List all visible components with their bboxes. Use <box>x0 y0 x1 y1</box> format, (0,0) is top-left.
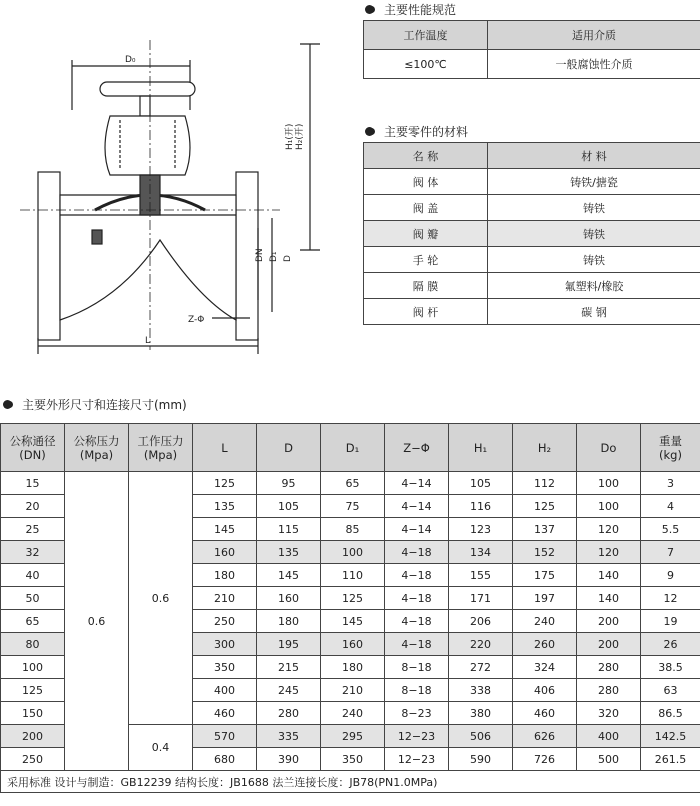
header-weight: 重量 (kg) <box>641 424 700 472</box>
dimensions-header-row <box>1 424 700 472</box>
table-row: 150 460 280 240 8−23 380 460 320 86.5 <box>1 702 700 725</box>
table-row: 阀 体 铸铁/搪瓷 <box>364 169 700 195</box>
materials-header-material: 材 料 <box>488 143 700 169</box>
table-row: 40 180 145 110 4−18 155 175 140 9 <box>1 564 700 587</box>
table-row: 20 135 105 75 4−14 116 125 100 4 <box>1 495 700 518</box>
header-dn: 公称通径 (DN) <box>1 424 65 472</box>
header-d1: D₁ <box>321 424 385 472</box>
spec-medium-value: 一般腐蚀性介质 <box>488 50 700 79</box>
wp-cell-2: 0.4 <box>129 725 193 771</box>
label-zphi: Z-Φ <box>188 315 205 325</box>
table-row: 隔 膜 氟塑料/橡胶 <box>364 273 700 299</box>
spec-temp-value: ≤100℃ <box>364 50 488 79</box>
table-row: 65 250 180 145 4−18 206 240 200 19 <box>1 610 700 633</box>
table-row: 50 210 160 125 4−18 171 197 140 12 <box>1 587 700 610</box>
standards-note: 采用标准 设计与制造：GB12239 结构长度：JB1688 法兰连接长度：JB78(PN1.0MPa) <box>1 771 700 793</box>
materials-title: 主要零件的材料 <box>365 123 468 140</box>
table-row: 阀 杆 碳 钢 <box>364 299 700 325</box>
materials-header-name: 名 称 <box>364 143 488 169</box>
table-row: 阀 瓣 铸铁 <box>364 221 700 247</box>
valve-drawing <box>0 0 360 370</box>
dimensions-table <box>0 423 700 793</box>
bullet-icon <box>365 127 374 136</box>
header-h2: H₂ <box>513 424 577 472</box>
table-row: 100 350 215 180 8−18 272 324 280 38.5 <box>1 656 700 679</box>
table-row: 15 0.6 0.6 125 95 65 4−14 105 112 100 3 <box>1 472 700 495</box>
label-h1: H₁(开) <box>285 123 295 150</box>
label-d: D <box>283 255 293 262</box>
label-l: L <box>145 336 151 346</box>
table-row: 200 0.4 570 335 295 12−23 506 626 400 142.5 <box>1 725 700 748</box>
wp-cell-1: 0.6 <box>129 472 193 725</box>
pn-cell: 0.6 <box>65 472 129 771</box>
materials-table <box>363 142 700 325</box>
table-row: 阀 盖 铸铁 <box>364 195 700 221</box>
label-d0: D₀ <box>125 55 136 65</box>
spec-table <box>363 20 700 79</box>
bullet-icon <box>365 5 374 14</box>
spec-title: 主要性能规范 <box>365 1 456 18</box>
table-row: 250 680 390 350 12−23 590 726 500 261.5 <box>1 748 700 771</box>
table-row: 25 145 115 85 4−14 123 137 120 5.5 <box>1 518 700 541</box>
header-wp: 工作压力 (Mpa) <box>129 424 193 472</box>
dimensions-title: 主要外形尺寸和连接尺寸(mm) <box>3 396 187 413</box>
bullet-icon <box>3 400 12 409</box>
header-do: Do <box>577 424 641 472</box>
table-row: 手 轮 铸铁 <box>364 247 700 273</box>
table-row: 125 400 245 210 8−18 338 406 280 63 <box>1 679 700 702</box>
header-d: D <box>257 424 321 472</box>
table-row: 80 300 195 160 4−18 220 260 200 26 <box>1 633 700 656</box>
standards-note-row <box>1 771 700 793</box>
header-l: L <box>193 424 257 472</box>
label-d1: D₁ <box>269 251 279 262</box>
label-h2: H₂(开) <box>295 123 305 150</box>
label-dn: DN <box>255 248 265 262</box>
spec-header-temp: 工作温度 <box>364 21 488 50</box>
header-pn: 公称压力 (Mpa) <box>65 424 129 472</box>
spec-header-medium: 适用介质 <box>488 21 700 50</box>
table-row: 32 160 135 100 4−18 134 152 120 7 <box>1 541 700 564</box>
header-zphi: Z−Φ <box>385 424 449 472</box>
header-h1: H₁ <box>449 424 513 472</box>
